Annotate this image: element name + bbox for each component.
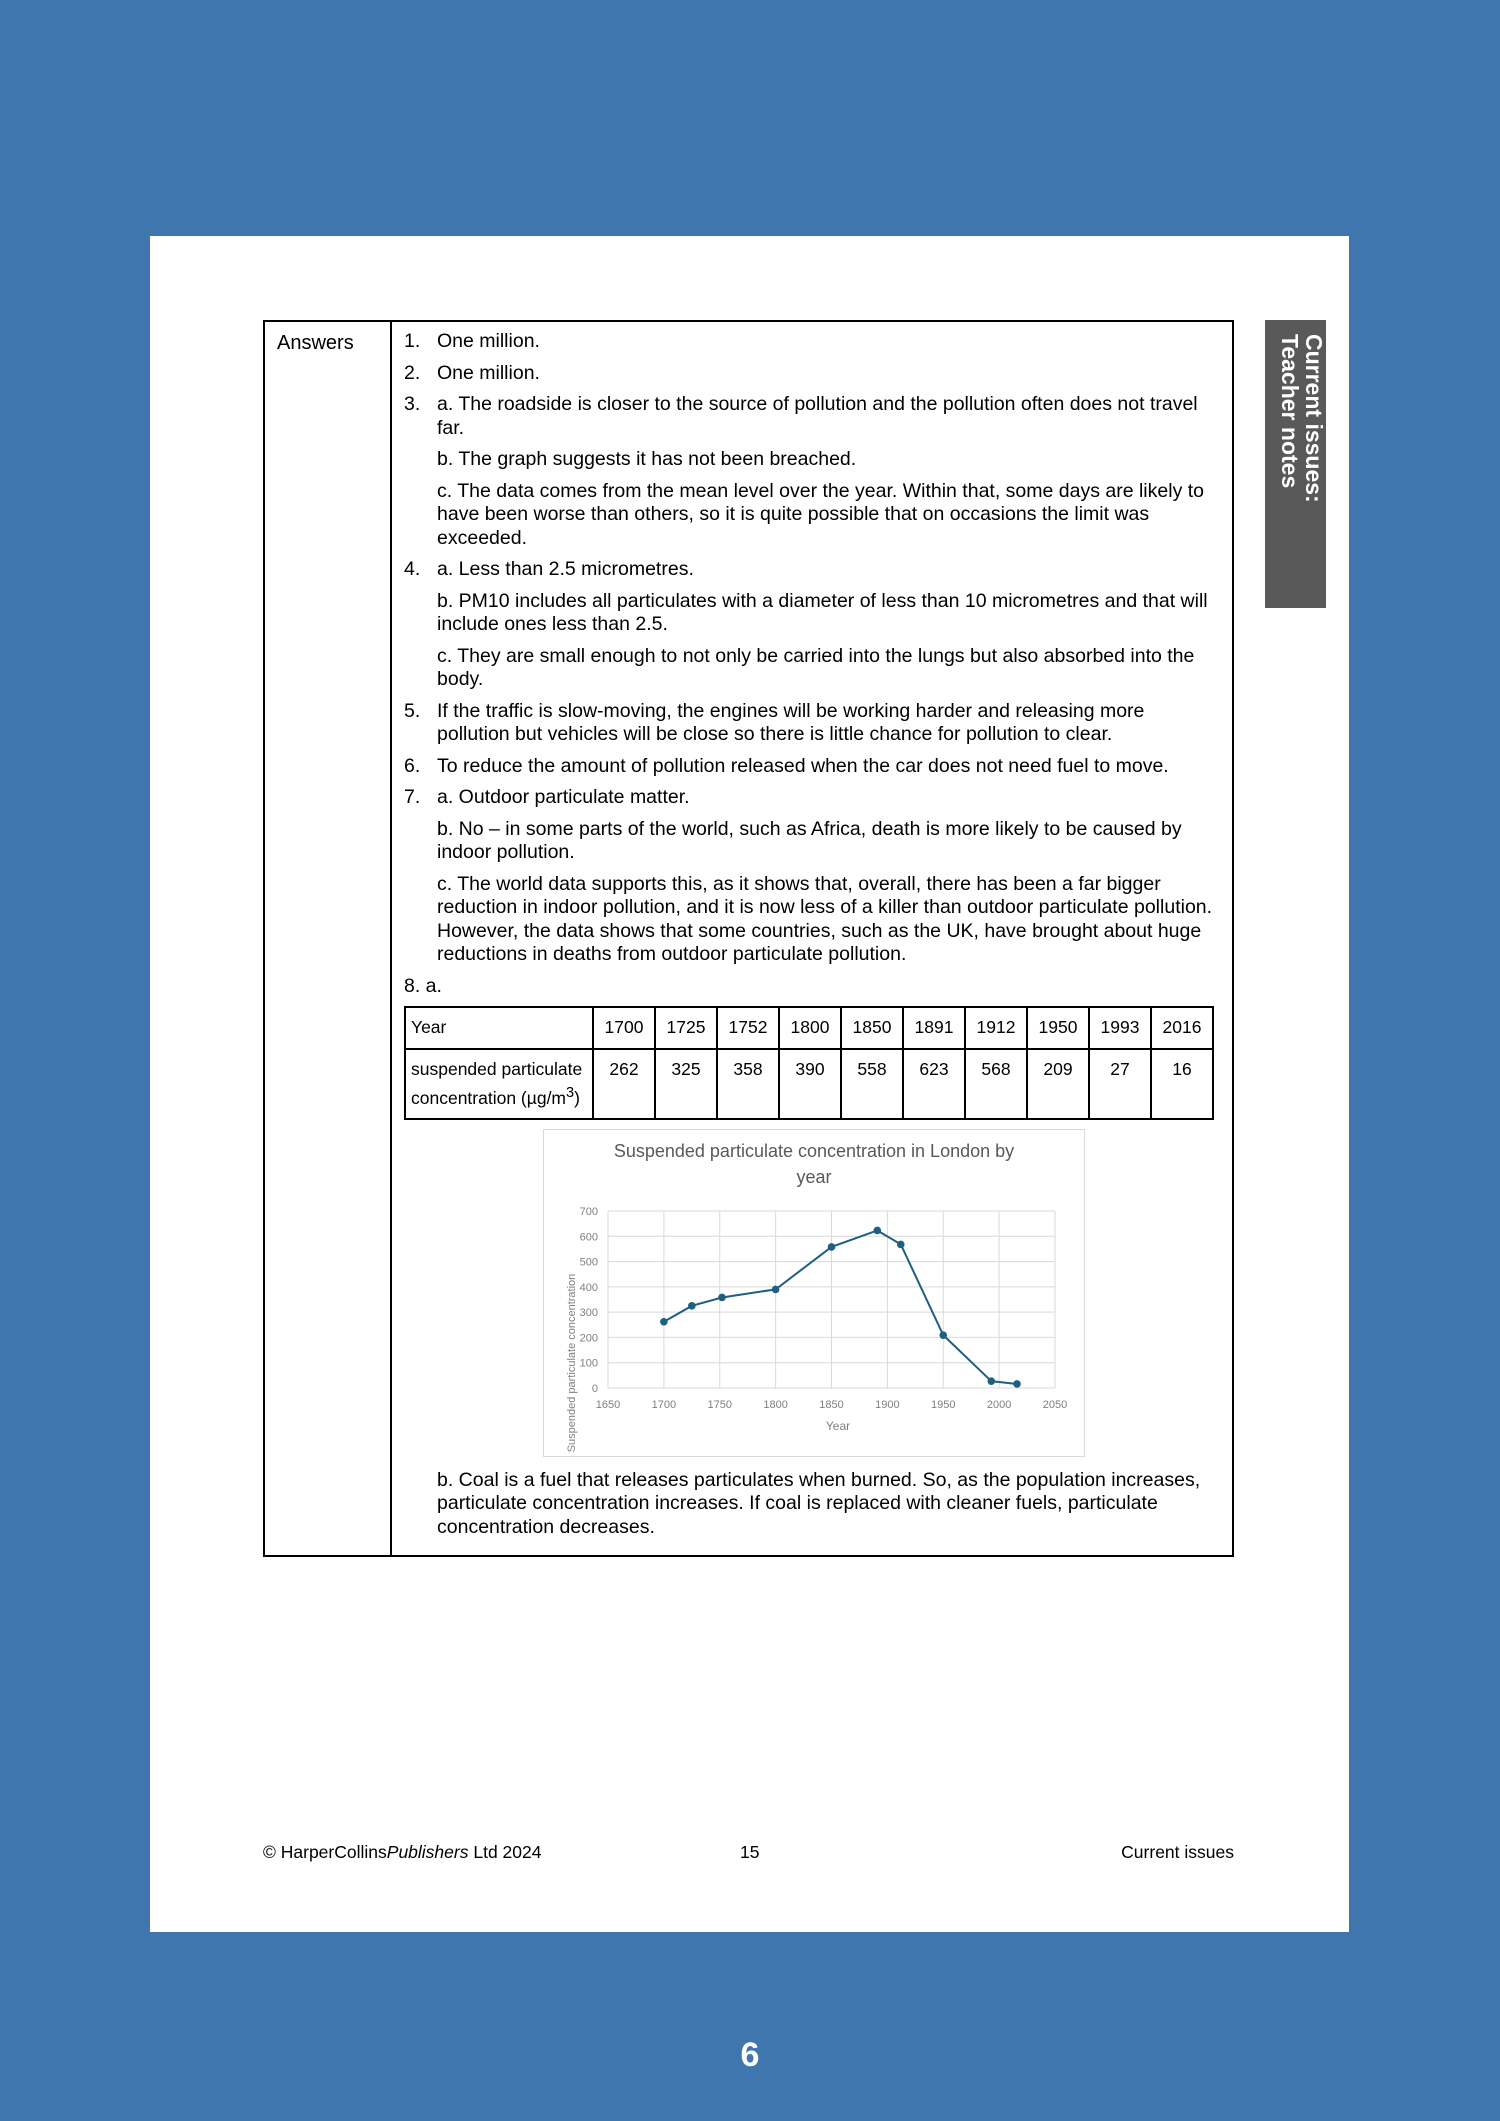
table-cell-year: 1700 [593, 1007, 655, 1049]
table-cell-year: 2016 [1151, 1007, 1213, 1049]
data-point [988, 1377, 996, 1385]
table-cell-value: 16 [1151, 1049, 1213, 1119]
table-cell-value: 325 [655, 1049, 717, 1119]
footer-section: Current issues [1121, 1842, 1234, 1862]
answer-2: 2. One million. [404, 361, 540, 384]
y-tick-label: 100 [579, 1357, 598, 1370]
answer-1: 1. One million. [404, 330, 540, 352]
table-cell-value: 358 [717, 1049, 779, 1119]
table-row-concentration [405, 1049, 1213, 1119]
answer-3a: 3. a. The roadside is closer to the source of pollution and the pollution often does not travel far. [404, 393, 1198, 439]
answer-3c: c. The data comes from the mean level over the year. Within that, some days are likely to have been worse than others, so it is quite possible that on occasions the limit was exceeded. [437, 479, 1204, 549]
particulate-line-chart [543, 1129, 1085, 1457]
table-cell-value: 568 [965, 1049, 1027, 1119]
y-tick-label: 600 [579, 1231, 598, 1244]
table-cell-year: 1993 [1089, 1007, 1151, 1049]
data-point [772, 1285, 780, 1293]
x-tick-label: 1650 [595, 1398, 621, 1411]
document-page [150, 236, 1349, 1932]
x-tick-label: 1950 [931, 1398, 956, 1411]
side-tab-text: Current issues: Teacher notes [1276, 334, 1327, 503]
x-tick-label: 2000 [986, 1398, 1012, 1411]
x-tick-label: 1900 [875, 1398, 900, 1411]
y-tick-label: 700 [579, 1205, 598, 1218]
table-cell-year: 1752 [717, 1007, 779, 1049]
data-point [660, 1318, 668, 1326]
data-point [1013, 1380, 1021, 1388]
chart-title: Suspended particulate concentration in London by [613, 1140, 1015, 1161]
y-tick-label: 0 [591, 1382, 598, 1395]
series-line [664, 1230, 1017, 1383]
table-cell-year: 1800 [779, 1007, 841, 1049]
answer-4c: c. They are small enough to not only be carried into the lungs but also absorbed into the body. [437, 644, 1195, 690]
answer-4b: b. PM10 includes all particulates with a diameter of less than 10 micrometres and that will include ones less than 2.5. [437, 589, 1208, 635]
answer-4a: 4. a. Less than 2.5 micrometres. [404, 558, 694, 580]
table-cell-value: 27 [1089, 1049, 1151, 1119]
data-point [874, 1226, 882, 1234]
table-header-concentration: suspended particulate concentration $(\mu g/m^3)$ [405, 1049, 593, 1119]
footer-page-number: 15 [740, 1842, 760, 1862]
table-cell-value: 209 [1027, 1049, 1089, 1119]
chart-svg [544, 1130, 1084, 1456]
y-axis-label: Suspended particulate concentration [566, 1273, 578, 1453]
table-cell-value: 623 [903, 1049, 965, 1119]
table-cell-value: 558 [841, 1049, 903, 1119]
footer-copyright: © HarperCollinsPublishers Ltd 2024 [263, 1842, 542, 1862]
y-tick-label: 300 [579, 1306, 598, 1319]
table-cell-year: 1950 [1027, 1007, 1089, 1049]
x-tick-label: 1850 [819, 1398, 844, 1411]
data-point [688, 1302, 696, 1310]
answer-5: 5. If the traffic is slow-moving, the engines will be working harder and releasing more pollution but vehicles will be close so there is little chance for pollution to clear. [404, 699, 1145, 745]
data-point [718, 1294, 726, 1302]
answer-6: 6. To reduce the amount of pollution released when the car does not need fuel to move. [404, 754, 1169, 777]
answer-7c: c. The world data supports this, as it shows that, overall, there has been a far bigger reduction in indoor pollution, and it is now less of a killer than outdoor particulate pollution. However, the data shows that some countries, such as the UK, have brought about huge reductions in deaths from outdoor particulate pollution. [437, 872, 1213, 965]
x-axis-label: Year [825, 1418, 851, 1433]
table-cell-value: 262 [593, 1049, 655, 1119]
data-point [828, 1243, 836, 1251]
y-tick-label: 200 [579, 1332, 598, 1345]
table-row-years [405, 1007, 1213, 1049]
x-tick-label: 2050 [1042, 1398, 1068, 1411]
answer-7b: b. No – in some parts of the world, such as Africa, death is more likely to be caused by indoor pollution. [437, 817, 1182, 863]
x-tick-label: 1750 [707, 1398, 732, 1411]
answer-7a: 7. a. Outdoor particulate matter. [404, 786, 690, 808]
table-cell-year: 1725 [655, 1007, 717, 1049]
particulate-data-table [404, 1006, 1214, 1120]
data-point [897, 1240, 905, 1248]
data-point [939, 1331, 947, 1339]
answer-8b: b. Coal is a fuel that releases particulates when burned. So, as the population increases, particulate concentration increases. If coal is replaced with cleaner fuels, particulate concentration decreases. [437, 1468, 1201, 1538]
answers-table [263, 320, 1234, 1557]
table-cell-year: 1850 [841, 1007, 903, 1049]
table-cell-value: 390 [779, 1049, 841, 1119]
side-tab [1265, 320, 1326, 608]
y-tick-label: 500 [579, 1256, 598, 1269]
chart-title: year [796, 1166, 832, 1187]
answers-label: Answers [265, 322, 392, 1555]
table-cell-year: 1912 [965, 1007, 1027, 1049]
x-tick-label: 1800 [763, 1398, 788, 1411]
answer-3b: b. The graph suggests it has not been breached. [437, 448, 857, 470]
answer-8a-label: 8. a. [404, 974, 442, 997]
answers-body [392, 322, 1232, 1555]
outer-page-number: 6 [740, 2036, 760, 2074]
table-header-year: Year [405, 1007, 593, 1049]
x-tick-label: 1700 [651, 1398, 677, 1411]
y-tick-label: 400 [579, 1281, 598, 1294]
table-cell-year: 1891 [903, 1007, 965, 1049]
